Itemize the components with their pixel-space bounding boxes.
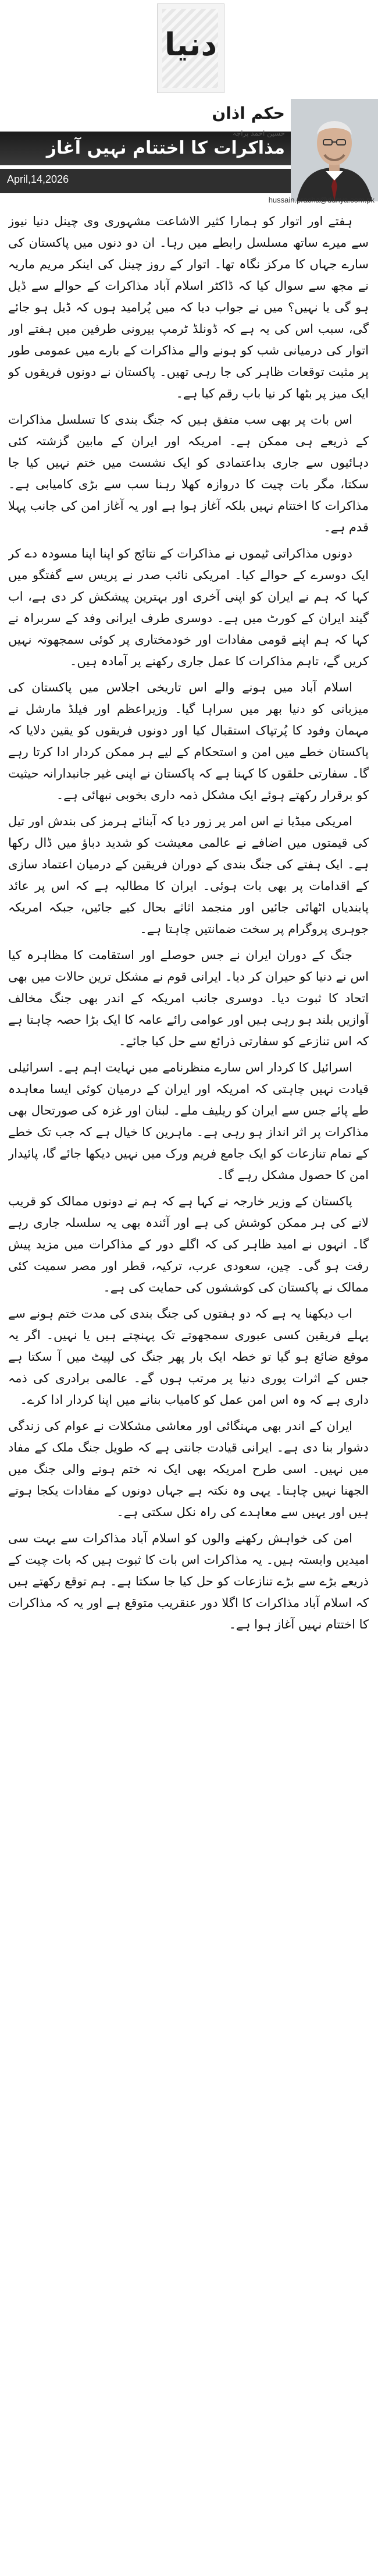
column-name: حکم اذان — [212, 104, 285, 123]
article-body — [8, 211, 369, 2569]
logo-text: دنیا — [164, 26, 217, 63]
paragraph: امریکی میڈیا نے اس امر پر زور دیا کہ آبنائے ہرمز کی بندش اور تیل کی قیمتوں میں اضافے نے عالمی معیشت کو شدید دباؤ میں ڈال رکھا ہے۔ ایک ہفتے کی جنگ بندی کے دوران فریقین کے درمیان اعتماد سازی کے اقدامات پر بھی بات ہوئی۔ ایران کا مطالبہ ہے کہ اس پر عائد پابندیاں اٹھائی جائیں اور منجمد اثاثے بحال کیے جائیں، جبکہ امریکہ جوہری پروگرام پر سخت ضمانتیں چاہتا ہے۔ — [8, 814, 369, 936]
paragraph: ایران کے اندر بھی مہنگائی اور معاشی مشکلات نے عوام کی زندگی دشوار بنا دی ہے۔ ایرانی قیادت جانتی ہے کہ طویل جنگ ملک کے مفاد میں نہیں۔ اسی طرح امریکہ بھی ایک نہ ختم ہونے والی جنگ میں الجھنا نہیں چاہتا۔ یہی وہ نکتہ ہے جہاں دونوں کے مفادات یکجا ہوتے ہیں اور یہیں سے معاہدے کی راہ نکل سکتی ہے۔ — [8, 1419, 369, 1519]
paragraph: دونوں مذاکراتی ٹیموں نے مذاکرات کے نتائج کو اپنا اپنا مسودہ دے کر ایک دوسرے کے حوالے کیا۔ امریکی نائب صدر نے پریس سے گفتگو میں کہا کہ ہم نے ایران کو اپنی آخری اور بہترین پیشکش کر دی ہے، اب گیند ایران کے کورٹ میں ہے۔ دوسری طرف ایرانی وفد کے سربراہ نے کہا کہ ہم اپنے قومی مفادات اور خودمختاری پر کوئی سمجھوتہ نہیں کریں گے، تاہم مذاکرات کا عمل جاری رکھنے پر آمادہ ہیں۔ — [8, 547, 369, 668]
paragraph: اس بات پر بھی سب متفق ہیں کہ جنگ بندی کا تسلسل مذاکرات کے ذریعے ہی ممکن ہے۔ امریکہ اور ایران کے مابین گزشتہ کئی دہائیوں سے جاری بداعتمادی کو ایک نشست میں ختم نہیں کیا جا سکتا، مگر بات چیت کا دروازہ کھلا رہنا سب سے بڑی کامیابی ہے۔ مذاکرات کا اختتام نہیں بلکہ آغاز ہوا ہے اور یہ آغاز امن کی جانب پہلا قدم ہے۔ — [8, 413, 369, 534]
publish-date: April,14,2026 — [7, 173, 69, 185]
paragraph: ہفتے اور اتوار کو ہمارا کثیر الاشاعت مشہوری وی چینل دنیا نیوز سے میرے ساتھ مسلسل رابطے میں رہا۔ ان دو دنوں میں پاکستان کی سارے جہاں کا مرکز نگاہ تھا۔ اتوار کے روز چینل کی اینکر مریم ماریہ نے مجھ سے سوال کیا کہ ڈاکٹر اسلام آباد مذاکرات کے حوالے سے ڈیل ہو گی یا نہیں؟ میں نے جواب دیا کہ میں پُرامید ہوں کہ ڈیل ہو جائے گی، سبب اس کی یہ ہے کہ ڈونلڈ ٹرمپ بیرونی طرفین میں ہفتے اور اتوار کی درمیانی شب کو ہونے والے مذاکرات کے بارے میں عمومی طور پر مثبت توقعات ظاہر کی جا رہی تھیں۔ پاکستان نے دونوں فریقوں کو ایک میز پر بٹھا کر نیا باب رقم کیا ہے۔ — [8, 214, 369, 400]
paragraph: جنگ کے دوران ایران نے جس حوصلے اور استقامت کا مظاہرہ کیا اس نے دنیا کو حیران کر دیا۔ ایرانی قوم نے مشکل ترین حالات میں بھی اتحاد کا ثبوت دیا۔ دوسری جانب امریکہ کے اندر بھی جنگ مخالف آوازیں بلند ہو رہی ہیں اور عوامی رائے عامہ کا ایک بڑا حصہ چاہتا ہے کہ اس تنازعے کو سفارتی ذرائع سے حل کیا جائے۔ — [8, 948, 369, 1048]
paragraph: اب دیکھنا یہ ہے کہ دو ہفتوں کی جنگ بندی کی مدت ختم ہونے سے پہلے فریقین کسی عبوری سمجھوتے تک پہنچتے ہیں یا نہیں۔ اگر یہ موقع ضائع ہو گیا تو خطہ ایک بار پھر جنگ کی لپیٹ میں آ سکتا ہے جس کے اثرات پوری دنیا پر مرتب ہوں گے۔ عالمی برادری کی ذمہ داری ہے کہ وہ اس امن عمل کو کامیاب بنانے میں اپنا کردار ادا کرے۔ — [8, 1307, 369, 1407]
paragraph: امن کی خواہش رکھنے والوں کو اسلام آباد مذاکرات سے بہت سی امیدیں وابستہ ہیں۔ یہ مذاکرات اس بات کا ثبوت ہیں کہ بات چیت کے ذریعے بڑے سے بڑے تنازعات کو حل کیا جا سکتا ہے۔ ہم توقع رکھتے ہیں کہ اسلام آباد مذاکرات کا اگلا دور عنقریب متوقع ہے اور یہ کہ مذاکرات کا اختتام نہیں آغاز ہوا ہے۔ — [8, 1531, 369, 1631]
author-email[interactable]: hussain.pracha@dunya.com.pk — [268, 196, 375, 204]
author-photo — [291, 99, 378, 201]
author-name: حسین احمد پراچہ — [232, 129, 285, 137]
author-photo-drawing — [291, 99, 378, 201]
column-headline: مذاکرات کا اختتام نہیں آغاز — [46, 138, 285, 158]
paragraph: اسلام آباد میں ہونے والے اس تاریخی اجلاس میں پاکستان کی میزبانی کو دنیا بھر میں سراہا گیا۔ وزیراعظم اور فیلڈ مارشل نے مہمان وفود کا پُرتپاک استقبال کیا اور دونوں فریقوں کو یقین دلایا کہ پاکستان خطے میں امن و استحکام کے لیے ہر ممکن کردار ادا کرتا رہے گا۔ سفارتی حلقوں کا کہنا ہے کہ پاکستان نے اپنی غیر جانبدارانہ حیثیت کو برقرار رکھتے ہوئے ایک مشکل ذمہ داری بخوبی نبھائی ہے۔ — [8, 680, 369, 802]
paragraph: پاکستان کے وزیر خارجہ نے کہا ہے کہ ہم نے دونوں ممالک کو قریب لانے کی ہر ممکن کوشش کی ہے اور آئندہ بھی یہ سلسلہ جاری رہے گا۔ انہوں نے امید ظاہر کی کہ اگلے دور کے مذاکرات میں مزید پیش رفت ہو گی۔ چین، سعودی عرب، ترکیہ، قطر اور مصر سمیت کئی ممالک نے پاکستان کی کوششوں کی حمایت کی ہے۔ — [8, 1194, 369, 1294]
column-header — [0, 99, 378, 204]
paragraph: اسرائیل کا کردار اس سارے منظرنامے میں نہایت اہم ہے۔ اسرائیلی قیادت نہیں چاہتی کہ امریکہ اور ایران کے درمیان کوئی ایسا معاہدہ طے پائے جس سے ایران کو ریلیف ملے۔ لبنان اور غزہ کی صورتحال بھی مذاکرات پر اثر انداز ہو رہی ہے۔ ماہرین کا خیال ہے کہ جب تک خطے کے تمام تنازعات کو ایک جامع فریم ورک میں نہیں دیکھا جائے گا، پائیدار امن کا حصول مشکل رہے گا۔ — [8, 1060, 369, 1182]
newspaper-logo — [157, 3, 224, 93]
